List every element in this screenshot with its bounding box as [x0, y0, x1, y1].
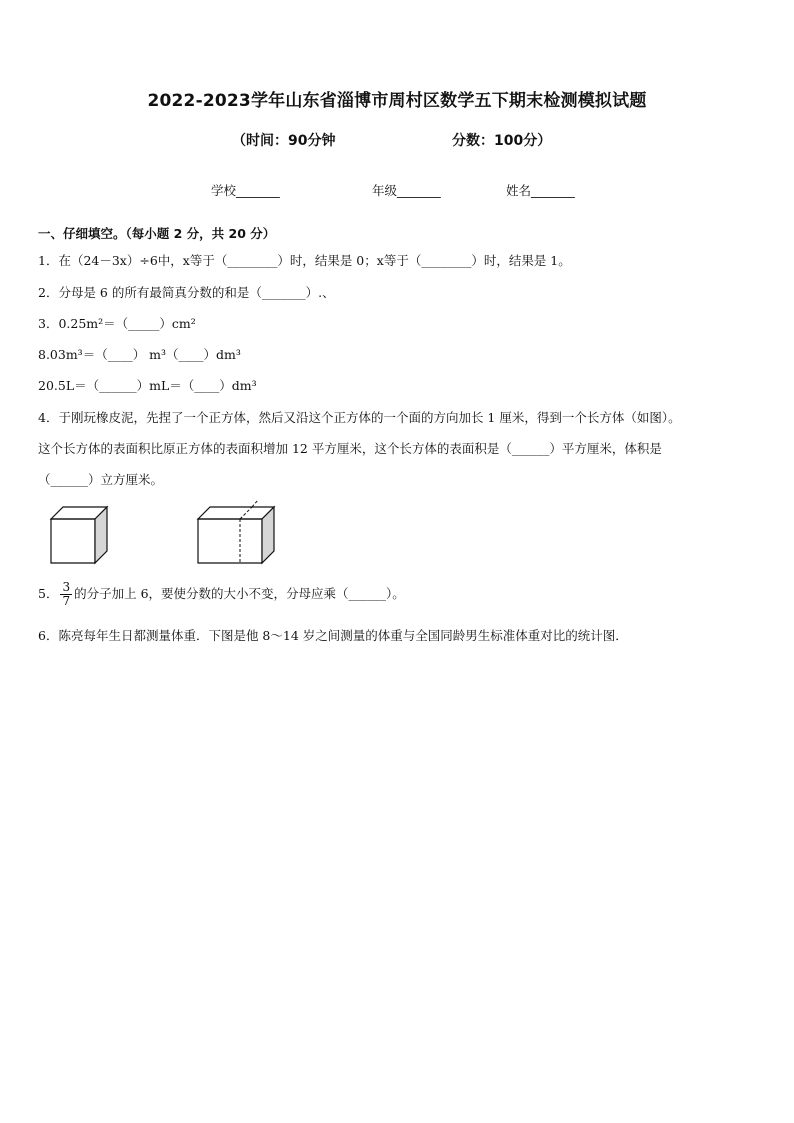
grade-field: 年级_______	[372, 183, 441, 198]
exam-time: （时间：90分钟	[232, 133, 336, 149]
question-3a: 3．0.25m²＝（_____）cm²	[38, 316, 196, 331]
question-1: 1．在（24－3x）÷6中，x等于（________）时，结果是 0；x等于（________）时，结果是 1。	[38, 253, 571, 268]
fraction-numerator: 3	[62, 580, 71, 594]
question-6: 6．陈亮每年生日都测量体重．下图是他 8～14 岁之间测量的体重与全国同龄男生标准体重对比的统计图．	[38, 628, 628, 643]
cuboid-figure	[192, 498, 282, 568]
question-5	[38, 581, 405, 608]
fraction-three-sevenths	[60, 581, 72, 608]
question-4-line2: 这个长方体的表面积比原正方体的表面积增加 12 平方厘米，这个长方体的表面积是（______）平方厘米，体积是	[38, 441, 662, 456]
fraction-denominator: 7	[62, 594, 71, 608]
question-3b: 8.03m³＝（____） m³（____）dm³	[38, 347, 241, 362]
name-field: 姓名_______	[506, 183, 575, 198]
page-title: 2022-2023学年山东省淄博市周村区数学五下期末检测模拟试题	[147, 91, 647, 111]
cube-figure	[45, 503, 111, 567]
section-heading: 一、仔细填空。（每小题 2 分，共 20 分）	[38, 226, 276, 241]
question-4-line3: （______）立方厘米。	[38, 472, 164, 487]
question-2: 2．分母是 6 的所有最简真分数的和是（_______）.、	[38, 285, 335, 300]
question-3c: 20.5L＝（______）mL＝（____）dm³	[38, 378, 257, 393]
question-4-line1: 4．于刚玩橡皮泥，先捏了一个正方体，然后又沿这个正方体的一个面的方向加长 1 厘米，得到一个长方体（如图）。	[38, 410, 681, 425]
question-5-text: 的分子加上 6，要使分数的大小不变，分母应乘（______）。	[74, 586, 405, 601]
school-field: 学校_______	[211, 183, 280, 198]
question-5-number: 5．	[38, 586, 59, 601]
exam-score: 分数：100分）	[452, 133, 552, 149]
